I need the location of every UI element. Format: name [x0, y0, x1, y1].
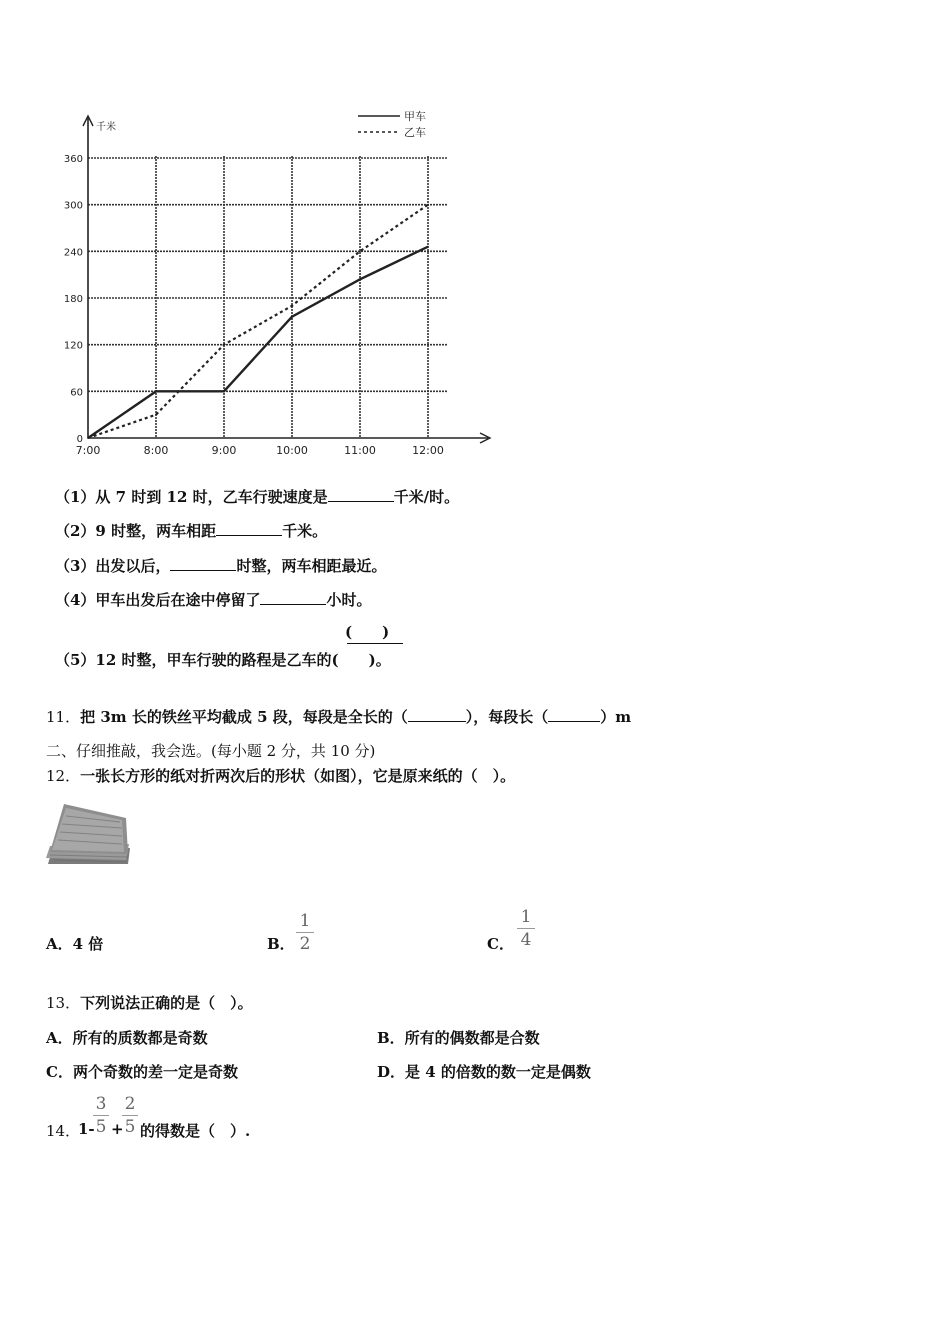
option-a[interactable]: A．所有的质数都是奇数 — [46, 1029, 208, 1047]
sub4-suffix: 小时。 — [326, 591, 372, 609]
x-tick-label: 10:00 — [276, 444, 308, 457]
data-point — [427, 204, 429, 206]
folded-paper-image — [44, 800, 134, 870]
data-point — [155, 414, 157, 416]
y-tick-label: 0 — [76, 434, 83, 445]
data-point — [291, 305, 293, 307]
sub3-text: （3）出发以后， — [55, 557, 171, 575]
question-12 — [46, 765, 515, 786]
sub1-text: （1）从 7 时到 12 时，乙车行驶速度是 — [55, 488, 328, 506]
x-tick-label: 7:00 — [75, 444, 101, 457]
sub4-text: （4）甲车出发后在途中停留了 — [55, 591, 261, 609]
q12-text: 一张长方形的纸对折两次后的形状（如图），它是原来纸的（ ）。 — [80, 767, 516, 785]
sub5-suffix: 。 — [375, 651, 391, 669]
question-number: 12． — [46, 767, 81, 785]
fraction-denominator: 2 — [299, 934, 311, 954]
legend-label: 乙车 — [404, 126, 426, 139]
fraction-denominator: 4 — [520, 930, 532, 950]
y-tick-label: 240 — [63, 247, 83, 259]
y-tick-label: 300 — [63, 200, 83, 212]
fraction-blank-bottom[interactable]: ( ) — [331, 651, 376, 669]
chart-series — [87, 204, 429, 439]
y-tick-label: 60 — [70, 387, 83, 399]
data-point — [427, 246, 429, 248]
data-point — [223, 391, 225, 393]
plus-sign: + — [111, 1120, 124, 1138]
option-d[interactable]: D．是 4 的倍数的数一定是偶数 — [377, 1063, 591, 1081]
fraction-bar — [347, 643, 403, 644]
sub-question-2 — [55, 520, 327, 541]
q13-text: 下列说法正确的是（ ）。 — [80, 994, 253, 1012]
sub2-text: （2）9 时整，两车相距 — [55, 522, 217, 540]
question-number: 11． — [46, 708, 81, 726]
fraction-one-half — [296, 911, 314, 954]
data-point — [87, 437, 89, 439]
y-tick-label: 360 — [63, 154, 83, 165]
answer-blank[interactable] — [170, 556, 236, 571]
sub2-suffix: 千米。 — [282, 522, 328, 540]
option-a[interactable]: A．4 倍 — [46, 935, 104, 953]
chart-tick-labels — [64, 120, 444, 457]
sub1-suffix: 千米/时。 — [393, 488, 460, 506]
fraction-two-fifths — [122, 1094, 138, 1137]
fraction-blank-top[interactable]: ( ) — [345, 623, 390, 641]
q11-text-1: 把 3m 长的铁丝平均截成 5 段，每段是全长的（ — [80, 708, 408, 726]
data-point — [291, 316, 293, 318]
fraction-numerator: 3 — [95, 1094, 107, 1114]
q11-text-3: ）m — [600, 708, 632, 726]
answer-blank[interactable] — [260, 590, 326, 605]
x-tick-label: 12:00 — [412, 444, 444, 457]
option-b[interactable]: B． — [267, 935, 295, 953]
fraction-one-quarter — [517, 907, 535, 950]
y-tick-label: 180 — [63, 294, 83, 305]
data-point — [359, 279, 361, 281]
sub5-text: （5）12 时整，甲车行驶的路程是乙车的 — [55, 651, 332, 669]
fraction-numerator: 1 — [299, 911, 311, 931]
sub3-suffix: 时整，两车相距最近。 — [236, 557, 387, 575]
y-tick-label: 120 — [63, 340, 83, 352]
option-c[interactable]: C． — [487, 935, 514, 953]
question-14-number: 14． — [46, 1122, 81, 1140]
question-number: 13． — [46, 994, 81, 1012]
x-tick-label: 9:00 — [211, 444, 237, 457]
question-11 — [46, 706, 631, 727]
chart-axes — [83, 116, 490, 443]
series-line-jia — [88, 247, 428, 438]
legend-label: 甲车 — [404, 110, 426, 123]
q11-text-2: ），每段长（ — [465, 708, 549, 726]
q14-text: 的得数是（ ）. — [140, 1122, 251, 1140]
fraction-three-fifths — [93, 1094, 109, 1137]
sub-question-4 — [55, 589, 371, 610]
chart-grid — [88, 156, 448, 438]
data-point — [155, 391, 157, 393]
fraction-numerator: 1 — [520, 907, 532, 927]
question-13 — [46, 992, 253, 1013]
sub-question-1 — [55, 486, 459, 507]
expression-one-minus: 1- — [78, 1120, 95, 1138]
answer-blank[interactable] — [408, 707, 466, 722]
chart-legend — [358, 110, 426, 139]
fraction-denominator: 5 — [95, 1117, 107, 1137]
sub-question-3 — [55, 555, 386, 576]
option-c[interactable]: C．两个奇数的差一定是奇数 — [46, 1063, 238, 1081]
section-heading: 二、仔细推敲，我会选。(每小题 2 分，共 10 分) — [46, 742, 376, 760]
fraction-numerator: 2 — [124, 1094, 136, 1114]
y-axis-label: 千米 — [96, 122, 116, 133]
option-b[interactable]: B．所有的偶数都是合数 — [377, 1029, 540, 1047]
fraction-denominator: 5 — [124, 1117, 136, 1137]
x-tick-label: 11:00 — [344, 444, 376, 457]
answer-blank[interactable] — [216, 521, 282, 536]
x-tick-label: 8:00 — [143, 444, 169, 457]
data-point — [359, 251, 361, 253]
distance-time-chart — [60, 100, 510, 470]
answer-blank[interactable] — [328, 487, 394, 502]
answer-blank[interactable] — [548, 707, 600, 722]
sub-question-5 — [55, 649, 391, 670]
data-point — [223, 344, 225, 346]
